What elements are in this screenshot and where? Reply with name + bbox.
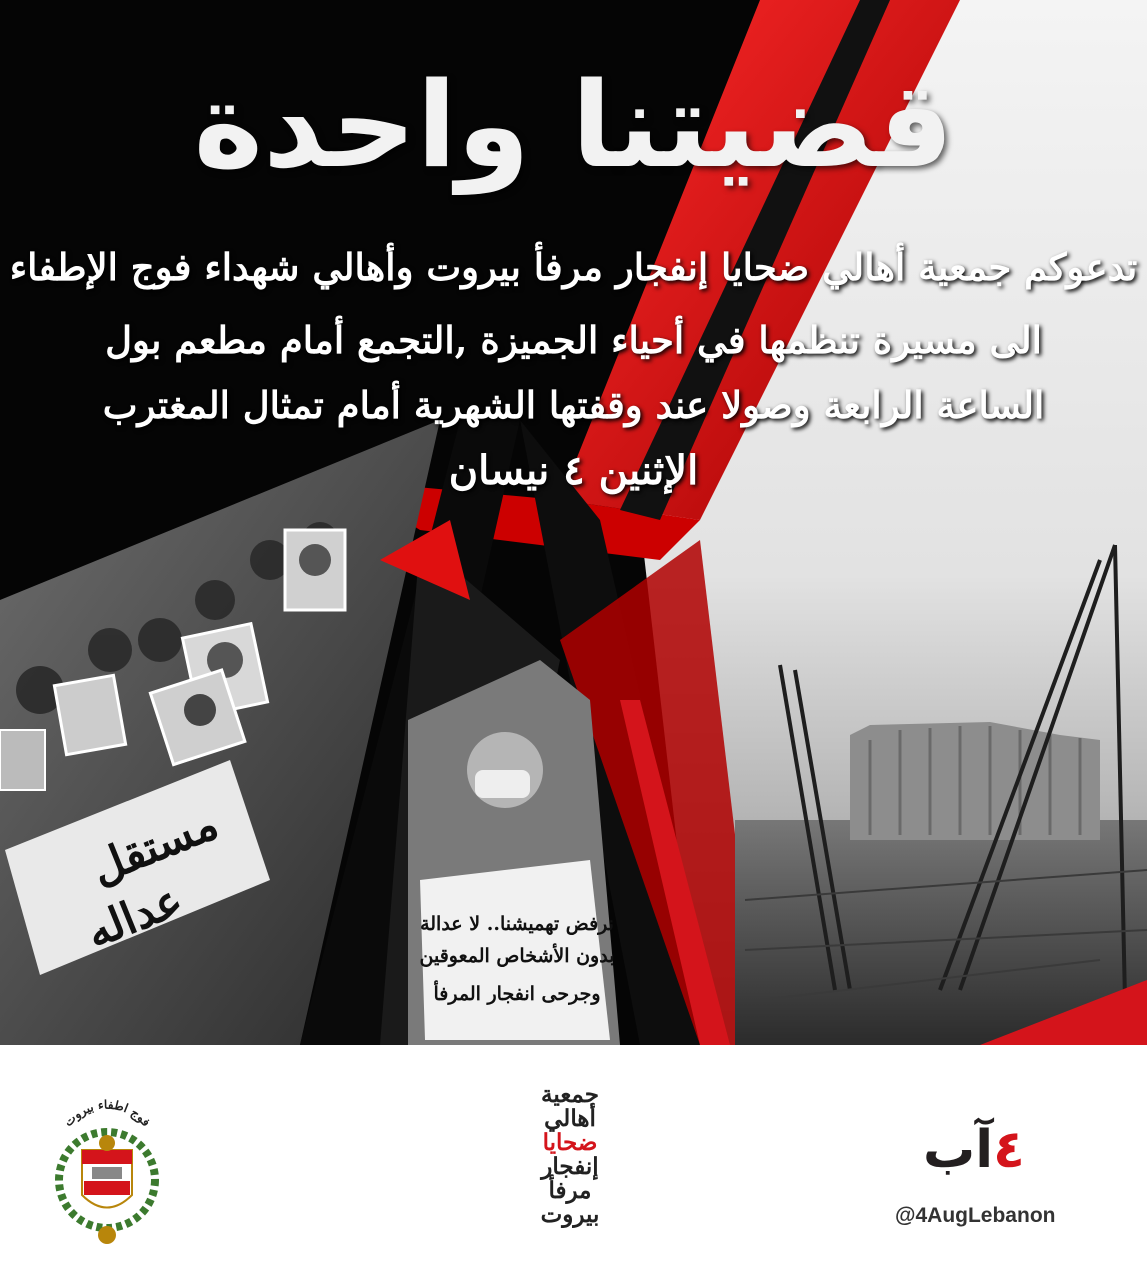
assoc-line-4: إنفجار bbox=[541, 1153, 599, 1180]
placard-text-2: بدون الأشخاص المعوقين bbox=[419, 945, 615, 967]
placard-text-3: وجرحى انفجار المرفأ bbox=[433, 983, 601, 1005]
invitation-line-1: تدعوكم جمعية أهالي ضحايا إنفجار مرفأ بيروت وأهالي شهداء فوج الإطفاء bbox=[9, 245, 1138, 289]
poster-title: قضيتنا واحدة bbox=[193, 56, 954, 194]
4aug-mark-digit: ٤ bbox=[993, 1120, 1025, 1180]
fire-brigade-logo bbox=[42, 1085, 172, 1265]
banner-text-1: مستقل bbox=[83, 798, 226, 895]
footer-logos bbox=[0, 1045, 1147, 1280]
association-logo bbox=[500, 1083, 640, 1273]
fire-brigade-logo-text: فوج اطفاء بيروت bbox=[61, 1097, 154, 1130]
4aug-mark bbox=[923, 1120, 1025, 1180]
4aug-lebanon-logo bbox=[895, 1120, 1065, 1230]
assoc-line-3: ضحايا bbox=[542, 1129, 598, 1156]
svg-text:فوج اطفاء بيروت bbox=[61, 1098, 153, 1130]
grain-silos bbox=[850, 722, 1100, 840]
event-date: الإثنين ٤ نيسان bbox=[448, 447, 699, 494]
fire-brigade-emblem-icon bbox=[42, 1085, 172, 1265]
assoc-line-5: مرفأ bbox=[548, 1177, 592, 1204]
assoc-line-1: جمعية bbox=[541, 1081, 599, 1108]
assoc-line-2: أهالي bbox=[544, 1105, 596, 1132]
4aug-mark-word: آب bbox=[923, 1120, 994, 1180]
banner-text-2: عداله bbox=[79, 874, 190, 959]
invitation-line-3: الساعة الرابعة وصولا عند وقفتها الشهرية أمام تمثال المغترب bbox=[102, 383, 1045, 427]
assoc-line-6: بيروت bbox=[540, 1201, 600, 1228]
invitation-line-2: الى مسيرة تنظمها في أحياء الجميزة ,التجمع أمام مطعم بول bbox=[105, 318, 1042, 362]
4aug-handle: @4AugLebanon bbox=[895, 1204, 1056, 1227]
placard-text-1: نرفض تهميشنا.. لا عدالة bbox=[420, 913, 614, 935]
